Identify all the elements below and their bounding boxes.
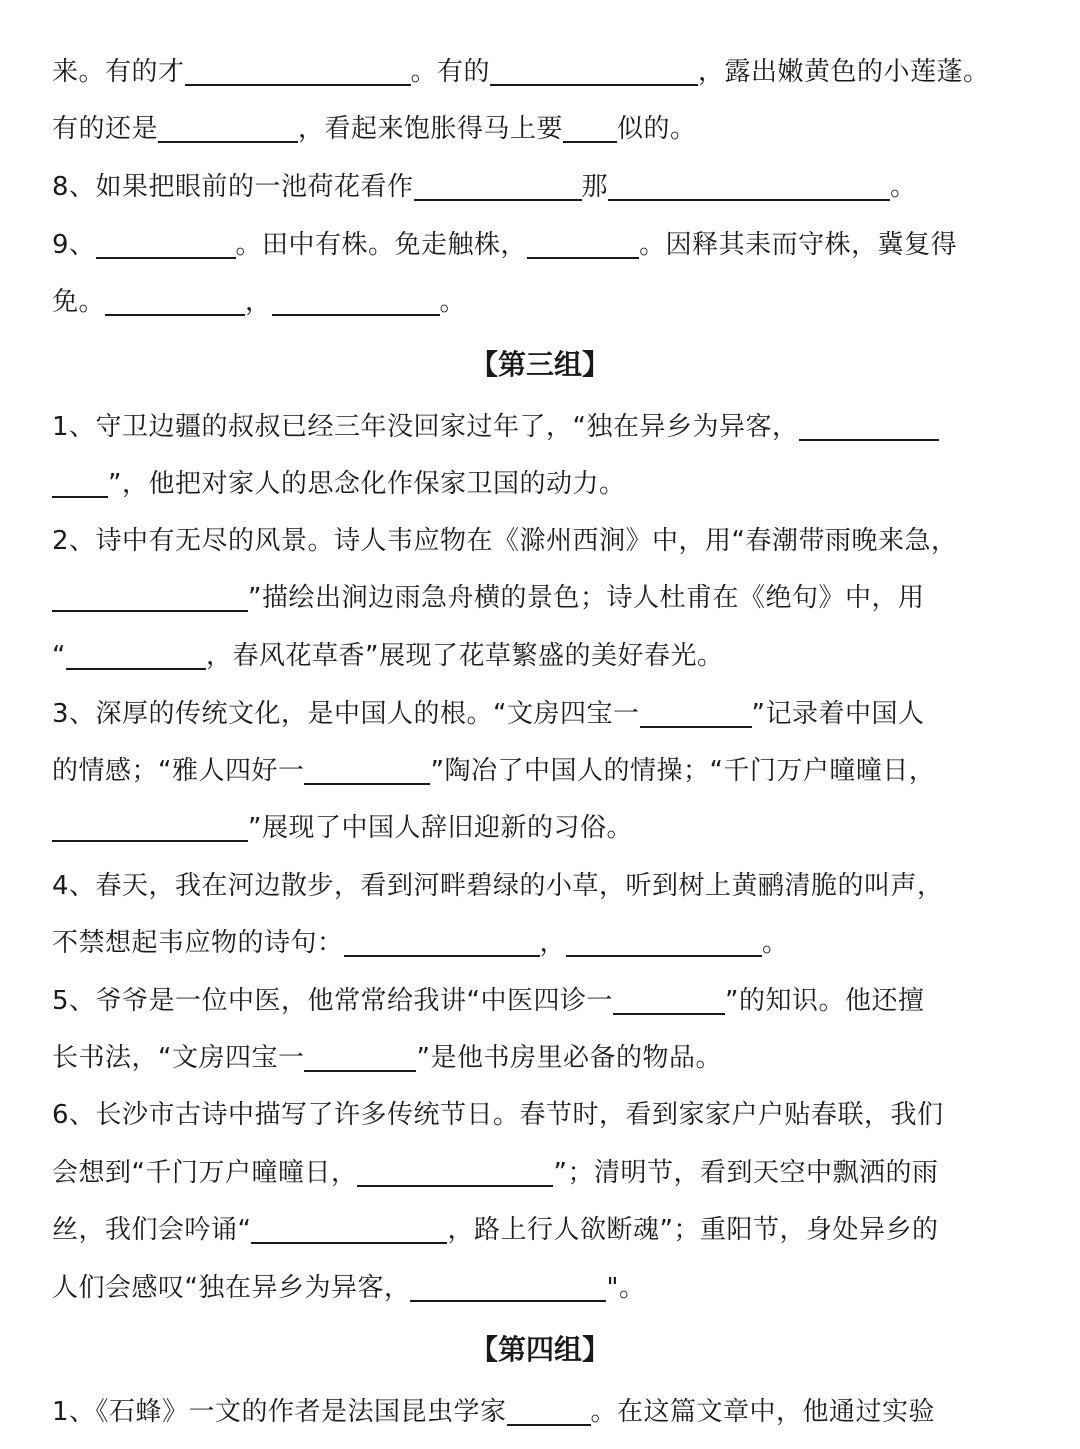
- text-line: 2、诗中有无尽的风景。诗人韦应物在《滁州西涧》中，用“春潮带雨晚来急，: [52, 526, 958, 556]
- answer-blank[interactable]: [52, 814, 248, 842]
- text-line: ”展现了中国人辞旧迎新的习俗。: [52, 811, 633, 845]
- answer-blank[interactable]: [357, 1159, 553, 1187]
- text-line: 1、《石蜂》一文的作者是法国昆虫学家 。在这篇文章中，他通过实验: [52, 1397, 936, 1427]
- answer-blank[interactable]: [272, 288, 440, 316]
- text-line: 有的还是 ，看起来饱胀得马上要 似的。: [52, 114, 697, 144]
- text-line: ”描绘出涧边雨急舟横的景色；诗人杜甫在《绝句》中，用: [52, 581, 924, 615]
- answer-blank[interactable]: [799, 413, 939, 441]
- text-line: 来。有的才 。有的 ，露出嫩黄色的小莲蓬。: [52, 57, 990, 87]
- answer-blank[interactable]: [105, 288, 245, 316]
- answer-blank[interactable]: [527, 231, 639, 259]
- answer-blank[interactable]: [613, 987, 725, 1015]
- text-line: 长书法，“文房四宝一 ”是他书房里必备的物品。: [52, 1043, 722, 1073]
- text-line: 免。 ， 。: [52, 287, 467, 317]
- answer-blank[interactable]: [640, 700, 752, 728]
- answer-blank[interactable]: [251, 1216, 447, 1244]
- answer-blank[interactable]: [563, 115, 617, 143]
- text-line: 会想到“千门万户曈曈日， ”；清明节，看到天空中飘洒的雨: [52, 1158, 939, 1188]
- text-line: 丝，我们会吟诵“ ，路上行人欲断魂”；重阳节，身处异乡的: [52, 1215, 939, 1245]
- answer-blank[interactable]: [566, 929, 762, 957]
- text-line: 3、深厚的传统文化，是中国人的根。“文房四宝一 ”记录着中国人: [52, 699, 925, 729]
- answer-blank[interactable]: [410, 1274, 606, 1302]
- answer-blank[interactable]: [96, 231, 236, 259]
- answer-blank[interactable]: [304, 1044, 416, 1072]
- text-line: “ ，春风花草香”展现了花草繁盛的美好春光。: [52, 641, 724, 671]
- text-line: 的情感；“雅人四好一 ”陶冶了中国人的情操；“千门万户曈曈日，: [52, 756, 936, 786]
- text-line: 8、如果把眼前的一池荷花看作 那 。: [52, 172, 917, 202]
- answer-blank[interactable]: [507, 1398, 591, 1426]
- text-line: 9、 。田中有株。免走触株， 。因释其耒而守株，冀复得: [52, 230, 958, 260]
- text-line: 5、爷爷是一位中医，他常常给我讲“中医四诊一 ”的知识。他还擅: [52, 986, 925, 1016]
- text-line: 1、守卫边疆的叔叔已经三年没回家过年了，“独在异乡为异客，: [52, 410, 939, 444]
- section-heading-group-4: 【第四组】: [469, 1333, 610, 1366]
- answer-blank[interactable]: [344, 929, 540, 957]
- answer-blank[interactable]: [158, 115, 298, 143]
- text-line: 人们会感叹“独在异乡为异客， "。: [52, 1273, 646, 1303]
- answer-blank[interactable]: [608, 173, 890, 201]
- text-line: 6、长沙市古诗中描写了许多传统节日。春节时，看到家家户户贴春联，我们: [52, 1100, 944, 1130]
- answer-blank[interactable]: [66, 642, 206, 670]
- section-heading-group-3: 【第三组】: [469, 348, 610, 381]
- answer-blank[interactable]: [52, 584, 248, 612]
- text-line: ”，他把对家人的思念化作保家卫国的动力。: [52, 467, 625, 501]
- answer-blank[interactable]: [490, 58, 698, 86]
- answer-blank[interactable]: [52, 470, 108, 498]
- text-line: 不禁想起韦应物的诗句： ， 。: [52, 928, 789, 958]
- answer-blank[interactable]: [414, 173, 582, 201]
- answer-blank[interactable]: [185, 58, 411, 86]
- text-line: 4、春天，我在河边散步，看到河畔碧绿的小草，听到树上黄鹂清脆的叫声，: [52, 871, 944, 901]
- answer-blank[interactable]: [304, 757, 430, 785]
